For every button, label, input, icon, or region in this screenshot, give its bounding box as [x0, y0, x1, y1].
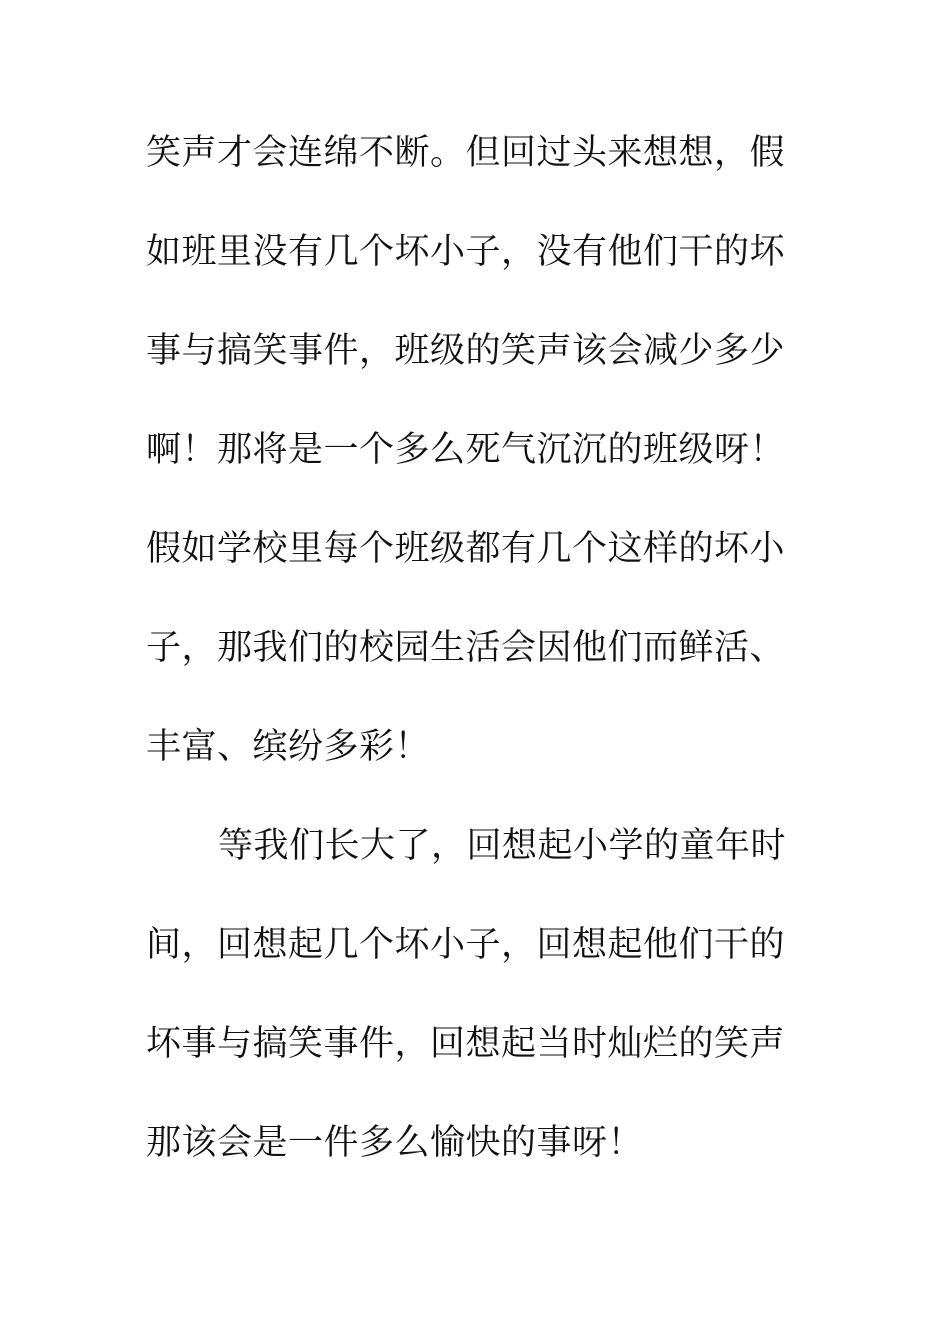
text-line: 啊！那将是一个多么死气沉沉的班级呀！ [146, 430, 786, 470]
essay-text [146, 124, 806, 1213]
paragraph-start-line: 等我们长大了，回想起小学的童年时 [218, 826, 787, 866]
text-line: 那该会是一件多么愉快的事呀！ [146, 1123, 644, 1163]
text-line: 坏事与搞笑事件，回想起当时灿烂的笑声 [146, 1024, 786, 1064]
text-line: 笑声才会连绵不断。但回过头来想想，假 [146, 133, 786, 173]
text-line: 如班里没有几个坏小子，没有他们干的坏 [146, 232, 786, 272]
text-line: 事与搞笑事件，班级的笑声该会减少多少 [146, 331, 786, 371]
text-line: 丰富、缤纷多彩！ [146, 727, 431, 767]
text-line: 间，回想起几个坏小子，回想起他们干的 [146, 925, 786, 965]
text-line: 子，那我们的校园生活会因他们而鲜活、 [146, 628, 786, 668]
text-line: 假如学校里每个班级都有几个这样的坏小 [146, 529, 786, 569]
